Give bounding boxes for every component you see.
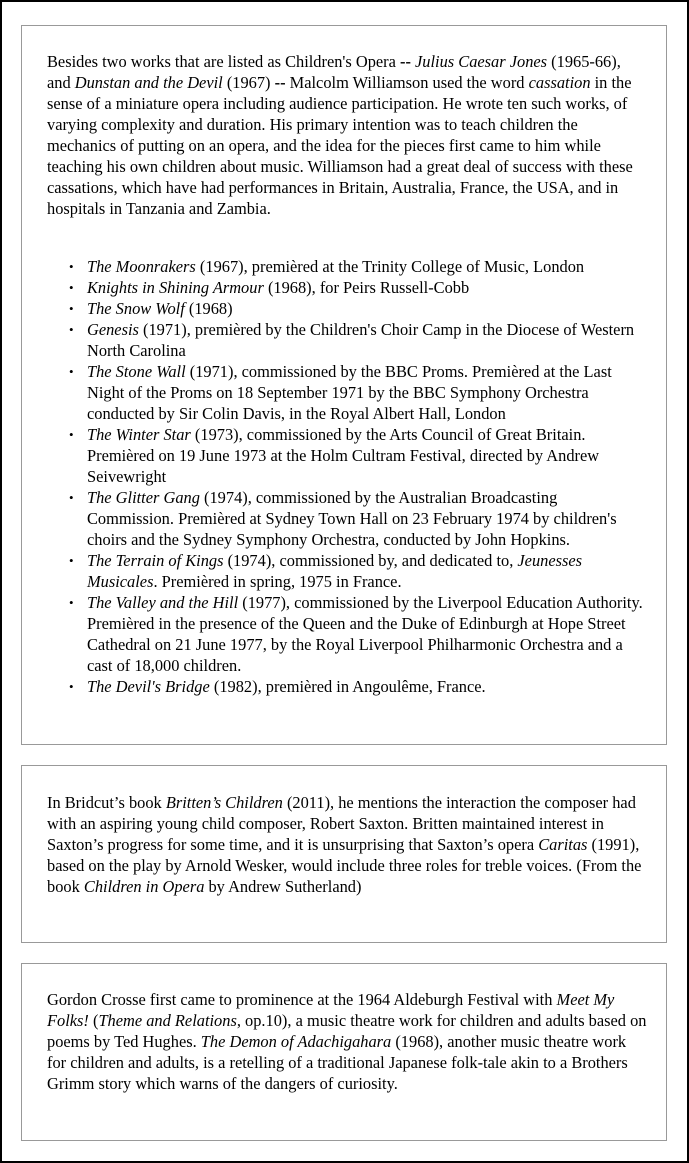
text-run: , op.10), a music theatre work for children and adults based on poems by Ted Hughes. <box>47 1011 647 1051</box>
italic-text: Caritas <box>538 835 588 854</box>
crosse-paragraph <box>47 989 648 1094</box>
bold-text: -- <box>400 52 411 71</box>
italic-text: Britten’s Children <box>165 793 283 812</box>
cassations-intro-paragraph <box>47 51 648 219</box>
italic-text: Julius Caesar Jones <box>415 52 548 71</box>
list-item <box>69 592 648 676</box>
italic-text: The Demon of Adachigahara <box>200 1032 392 1051</box>
list-item <box>69 550 648 592</box>
text-run: . Premièred in spring, 1975 in France. <box>153 572 402 591</box>
text-run: (1968), another music theatre work for children and adults, is a retelling of a traditional Japanese folk-tale akin to a Brothers Grimm story which warns of the dangers of curiosity. <box>47 1032 628 1093</box>
list-item <box>69 277 648 298</box>
text-run: In Bridcut’s book <box>47 793 166 812</box>
text-run: Besides two works that are listed as Children's Opera <box>47 52 400 71</box>
bridcut-paragraph <box>47 792 648 897</box>
text-run: (1968) <box>184 299 233 318</box>
italic-text: Dunstan and the Devil <box>74 73 223 92</box>
italic-text: The Terrain of Kings <box>87 551 224 570</box>
italic-text: Knights in Shining Armour <box>87 278 264 297</box>
list-item <box>69 424 648 487</box>
text-run: (1965-66), and <box>47 52 621 92</box>
text-run: (2011), he mentions the interaction the composer had with an aspiring young child composer, Robert Saxton. Britten maintained interest in Saxton’s progress for some time, and it is unsurprising that Saxton’s opera <box>47 793 636 854</box>
text-run: Malcolm Williamson used the word <box>285 73 529 92</box>
italic-text: The Valley and the Hill <box>87 593 239 612</box>
text-run: (1967) <box>222 73 275 92</box>
list-item <box>69 319 648 361</box>
text-run: (1974), commissioned by the Australian Broadcasting Commission. Premièred at Sydney Town Hall on 23 February 1974 by children's choirs and the Sydney Symphony Orchestra, conducted by John Hopkins. <box>87 488 617 549</box>
italic-text: Children in Opera <box>83 877 205 896</box>
text-run: (1971), commissioned by the BBC Proms. Premièred at the Last Night of the Proms on 18 September 1971 by the BBC Symphony Orchestra conducted by Sir Colin Davis, in the Royal Albert Hall, London <box>87 362 612 423</box>
bold-text: -- <box>274 73 286 92</box>
text-run: (1991), based on the play by Arnold Wesker, would include three roles for treble voices. (From the book <box>47 835 642 896</box>
text-run: by Andrew Sutherland) <box>204 877 362 896</box>
italic-text: The Snow Wolf <box>87 299 185 318</box>
italic-text: The Winter Star <box>87 425 191 444</box>
italic-text: Jeunesses Musicales <box>87 551 583 591</box>
text-run: (1967), premièred at the Trinity College of Music, London <box>195 257 585 276</box>
italic-text: The Moonrakers <box>87 257 196 276</box>
list-item <box>69 361 648 424</box>
text-run: (1973), commissioned by the Arts Council of Great Britain. Premièred on 19 June 1973 at the Holm Cultram Festival, directed by Andrew Seivewright <box>87 425 600 486</box>
text-run: (1977), commissioned by the Liverpool Education Authority. Premièred in the presence of the Queen and the Duke of Edinburgh at Hope Street Cathedral on 21 June 1977, by the Royal Liverpool Philharmonic Orchestra and a cast of 18,000 children. <box>87 593 643 675</box>
cassations-box <box>21 25 667 745</box>
cassations-list <box>69 256 648 697</box>
bridcut-box <box>21 765 667 943</box>
italic-text: The Stone Wall <box>87 362 186 381</box>
italic-text: Theme and Relations <box>98 1011 237 1030</box>
text-run: (1974), commissioned by, and dedicated to, <box>223 551 518 570</box>
italic-text: Genesis <box>87 320 139 339</box>
italic-text: The Glitter Gang <box>87 488 200 507</box>
list-item <box>69 487 648 550</box>
text-run: (1968), for Peirs Russell-Cobb <box>263 278 470 297</box>
text-run: (1971), premièred by the Children's Choir Camp in the Diocese of Western North Carolina <box>87 320 635 360</box>
text-run: (1982), premièred in Angoulême, France. <box>209 677 486 696</box>
italic-text: Meet My Folks! <box>47 990 615 1030</box>
text-run: in the sense of a miniature opera including audience participation. He wrote ten such works, of varying complexity and duration. His primary intention was to teach children the mechanics of putting on an opera, and the idea for the pieces first came to him while teaching his own children about music. Williamson had a great deal of success with these cassations, which have had performances in Britain, Australia, France, the USA, and in hospitals in Tanzania and Zambia. <box>47 73 633 218</box>
text-run: ( <box>88 1011 99 1030</box>
text-run: Gordon Crosse first came to prominence at the 1964 Aldeburgh Festival with <box>47 990 557 1009</box>
list-item <box>69 256 648 277</box>
list-item <box>69 676 648 697</box>
crosse-box <box>21 963 667 1141</box>
italic-text: The Devil's Bridge <box>87 677 210 696</box>
italic-text: cassation <box>528 73 591 92</box>
list-item <box>69 298 648 319</box>
